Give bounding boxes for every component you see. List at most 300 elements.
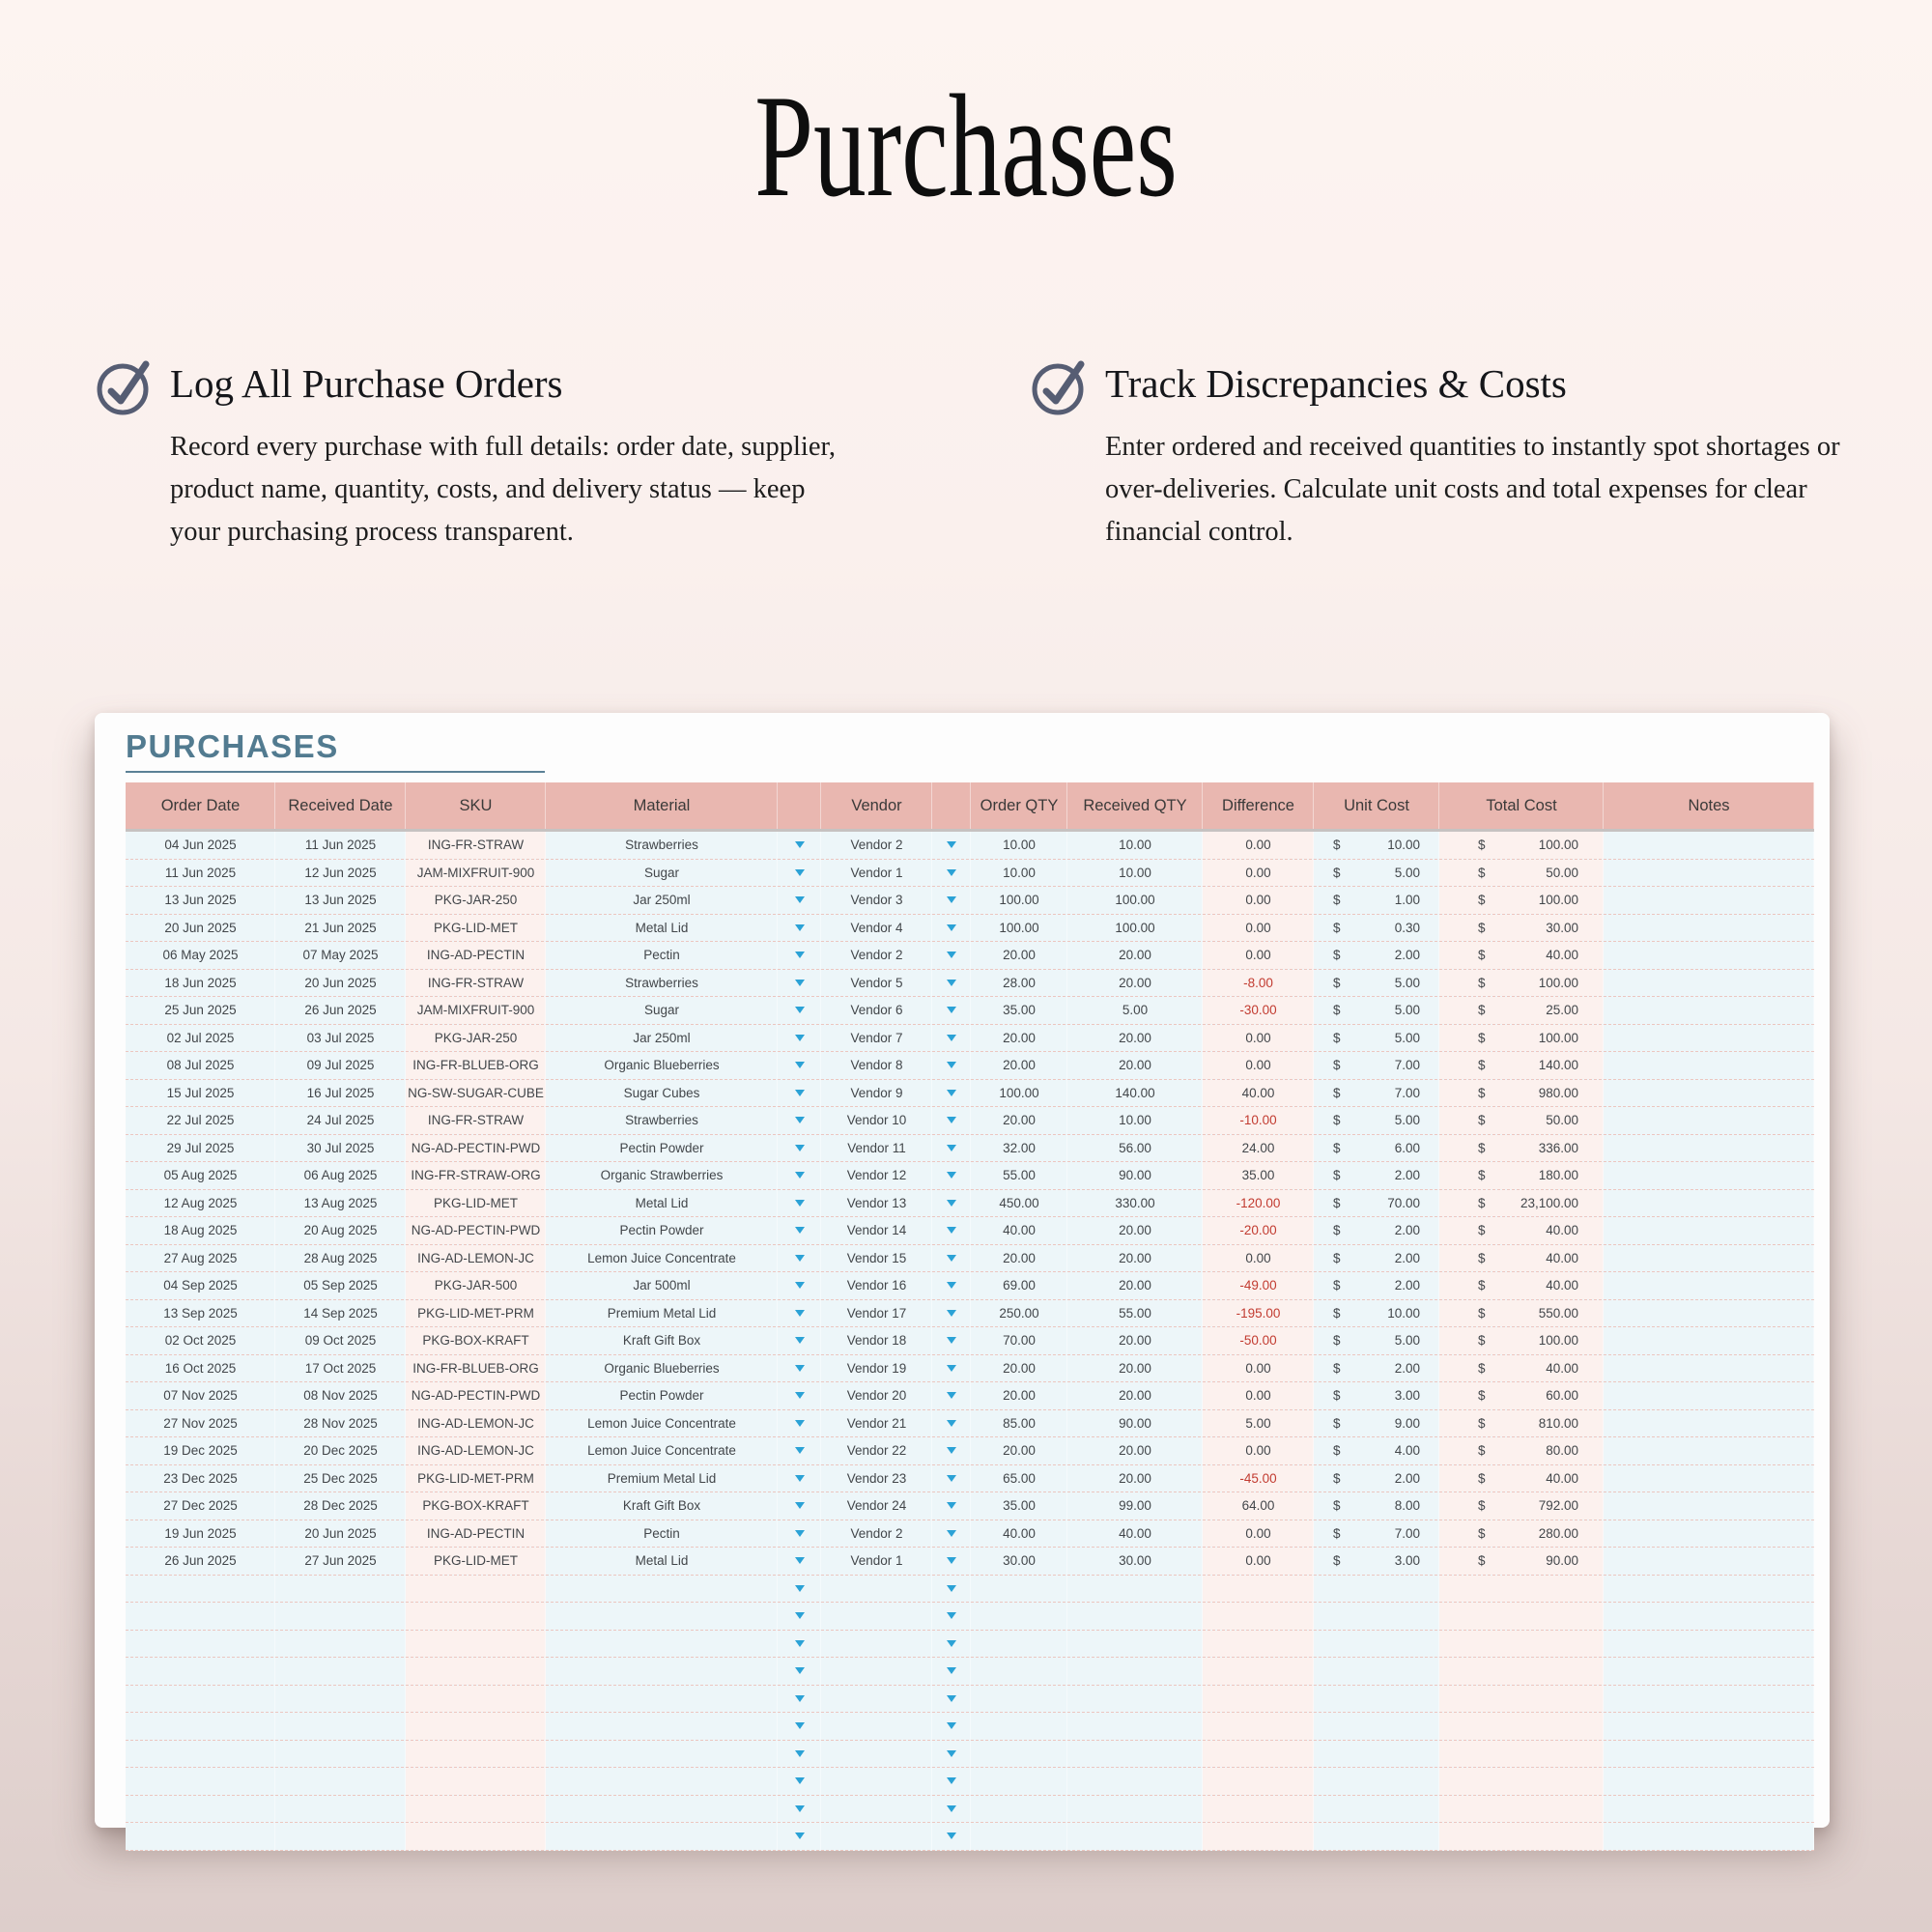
order-qty-cell[interactable]: 32.00 xyxy=(971,1135,1067,1162)
material-cell[interactable]: Metal Lid xyxy=(546,1548,778,1575)
sku-cell[interactable] xyxy=(406,1576,546,1603)
order-date-cell[interactable]: 29 Jul 2025 xyxy=(126,1135,275,1162)
unit-cost-cell[interactable] xyxy=(1314,915,1439,942)
total-cost-cell[interactable] xyxy=(1439,1300,1604,1327)
vendor-dropdown-icon[interactable] xyxy=(947,1585,956,1592)
material-dropdown-icon[interactable] xyxy=(795,1007,805,1013)
unit-cost-cell[interactable] xyxy=(1314,1741,1439,1768)
vendor-dropdown-icon[interactable] xyxy=(947,1392,956,1399)
material-cell[interactable]: Strawberries xyxy=(546,970,778,997)
order-qty-cell[interactable]: 100.00 xyxy=(971,915,1067,942)
sku-cell[interactable]: PKG-LID-MET xyxy=(406,915,546,942)
sku-cell[interactable]: ING-AD-PECTIN xyxy=(406,942,546,969)
vendor-cell[interactable] xyxy=(821,1576,932,1603)
order-date-cell[interactable]: 27 Dec 2025 xyxy=(126,1492,275,1520)
vendor-cell[interactable]: Vendor 10 xyxy=(821,1107,932,1134)
vendor-cell[interactable] xyxy=(821,1796,932,1823)
sku-cell[interactable]: ING-AD-LEMON-JC xyxy=(406,1437,546,1464)
received-date-cell[interactable] xyxy=(275,1658,406,1685)
received-date-cell[interactable]: 25 Dec 2025 xyxy=(275,1465,406,1492)
total-cost-cell[interactable] xyxy=(1439,1080,1604,1107)
difference-cell[interactable]: -50.00 xyxy=(1203,1327,1314,1354)
order-qty-cell[interactable]: 20.00 xyxy=(971,1437,1067,1464)
unit-cost-cell[interactable] xyxy=(1314,1768,1439,1795)
received-date-cell[interactable] xyxy=(275,1603,406,1630)
vendor-cell[interactable]: Vendor 8 xyxy=(821,1052,932,1079)
unit-cost-cell[interactable] xyxy=(1314,1548,1439,1575)
sku-cell[interactable]: NG-AD-PECTIN-PWD xyxy=(406,1382,546,1409)
notes-cell[interactable] xyxy=(1604,1300,1814,1327)
notes-cell[interactable] xyxy=(1604,1741,1814,1768)
order-date-cell[interactable]: 08 Jul 2025 xyxy=(126,1052,275,1079)
order-qty-cell[interactable]: 55.00 xyxy=(971,1162,1067,1189)
sku-cell[interactable]: ING-FR-STRAW-ORG xyxy=(406,1162,546,1189)
order-date-cell[interactable]: 13 Jun 2025 xyxy=(126,887,275,914)
material-cell[interactable]: Sugar xyxy=(546,860,778,887)
vendor-cell[interactable] xyxy=(821,1686,932,1713)
total-cost-cell[interactable] xyxy=(1439,1768,1604,1795)
received-qty-cell[interactable] xyxy=(1067,1686,1203,1713)
unit-cost-cell[interactable] xyxy=(1314,860,1439,887)
material-dropdown-icon[interactable] xyxy=(795,1200,805,1207)
vendor-cell[interactable] xyxy=(821,1713,932,1740)
sku-cell[interactable]: PKG-LID-MET xyxy=(406,1190,546,1217)
notes-cell[interactable] xyxy=(1604,1768,1814,1795)
difference-cell[interactable]: -30.00 xyxy=(1203,997,1314,1024)
order-date-cell[interactable]: 27 Nov 2025 xyxy=(126,1410,275,1437)
received-date-cell[interactable]: 28 Nov 2025 xyxy=(275,1410,406,1437)
order-qty-cell[interactable]: 250.00 xyxy=(971,1300,1067,1327)
material-cell[interactable]: Strawberries xyxy=(546,1107,778,1134)
notes-cell[interactable] xyxy=(1604,1437,1814,1464)
vendor-dropdown-icon[interactable] xyxy=(947,1833,956,1839)
vendor-dropdown-icon[interactable] xyxy=(947,1530,956,1537)
order-qty-cell[interactable] xyxy=(971,1658,1067,1685)
received-date-cell[interactable] xyxy=(275,1631,406,1658)
vendor-cell[interactable]: Vendor 2 xyxy=(821,942,932,969)
sku-cell[interactable] xyxy=(406,1713,546,1740)
order-qty-cell[interactable]: 20.00 xyxy=(971,1107,1067,1134)
received-date-cell[interactable]: 08 Nov 2025 xyxy=(275,1382,406,1409)
vendor-dropdown-icon[interactable] xyxy=(947,1612,956,1619)
received-qty-cell[interactable]: 20.00 xyxy=(1067,970,1203,997)
unit-cost-cell[interactable] xyxy=(1314,1520,1439,1548)
material-dropdown-icon[interactable] xyxy=(795,1612,805,1619)
vendor-cell[interactable]: Vendor 22 xyxy=(821,1437,932,1464)
unit-cost-cell[interactable] xyxy=(1314,1410,1439,1437)
order-date-cell[interactable]: 20 Jun 2025 xyxy=(126,915,275,942)
sku-cell[interactable] xyxy=(406,1768,546,1795)
material-dropdown-icon[interactable] xyxy=(795,1557,805,1564)
received-qty-cell[interactable] xyxy=(1067,1631,1203,1658)
order-qty-cell[interactable]: 100.00 xyxy=(971,887,1067,914)
difference-cell[interactable] xyxy=(1203,1631,1314,1658)
vendor-cell[interactable]: Vendor 9 xyxy=(821,1080,932,1107)
total-cost-cell[interactable] xyxy=(1439,1382,1604,1409)
unit-cost-cell[interactable] xyxy=(1314,1465,1439,1492)
sku-cell[interactable]: ING-AD-LEMON-JC xyxy=(406,1245,546,1272)
total-cost-cell[interactable] xyxy=(1439,997,1604,1024)
received-qty-cell[interactable]: 330.00 xyxy=(1067,1190,1203,1217)
total-cost-cell[interactable] xyxy=(1439,1355,1604,1382)
vendor-dropdown-icon[interactable] xyxy=(947,1420,956,1427)
difference-cell[interactable]: 0.00 xyxy=(1203,1520,1314,1548)
vendor-cell[interactable]: Vendor 3 xyxy=(821,887,932,914)
sku-cell[interactable]: PKG-BOX-KRAFT xyxy=(406,1492,546,1520)
vendor-cell[interactable] xyxy=(821,1768,932,1795)
received-qty-cell[interactable]: 30.00 xyxy=(1067,1548,1203,1575)
received-date-cell[interactable]: 07 May 2025 xyxy=(275,942,406,969)
total-cost-cell[interactable] xyxy=(1439,1272,1604,1299)
vendor-dropdown-icon[interactable] xyxy=(947,841,956,848)
difference-cell[interactable]: 0.00 xyxy=(1203,1382,1314,1409)
material-dropdown-icon[interactable] xyxy=(795,1282,805,1289)
received-date-cell[interactable] xyxy=(275,1823,406,1850)
material-cell[interactable] xyxy=(546,1741,778,1768)
sku-cell[interactable]: NG-AD-PECTIN-PWD xyxy=(406,1217,546,1244)
order-qty-cell[interactable]: 40.00 xyxy=(971,1217,1067,1244)
received-date-cell[interactable] xyxy=(275,1713,406,1740)
order-date-cell[interactable]: 15 Jul 2025 xyxy=(126,1080,275,1107)
order-qty-cell[interactable]: 450.00 xyxy=(971,1190,1067,1217)
received-qty-cell[interactable]: 20.00 xyxy=(1067,1437,1203,1464)
order-date-cell[interactable]: 23 Dec 2025 xyxy=(126,1465,275,1492)
difference-cell[interactable]: -120.00 xyxy=(1203,1190,1314,1217)
order-date-cell[interactable] xyxy=(126,1823,275,1850)
unit-cost-cell[interactable] xyxy=(1314,832,1439,859)
notes-cell[interactable] xyxy=(1604,1796,1814,1823)
material-cell[interactable]: Pectin Powder xyxy=(546,1135,778,1162)
material-cell[interactable]: Premium Metal Lid xyxy=(546,1465,778,1492)
unit-cost-cell[interactable] xyxy=(1314,1025,1439,1052)
sku-cell[interactable]: ING-FR-STRAW xyxy=(406,970,546,997)
received-qty-cell[interactable] xyxy=(1067,1768,1203,1795)
unit-cost-cell[interactable] xyxy=(1314,1823,1439,1850)
notes-cell[interactable] xyxy=(1604,942,1814,969)
received-date-cell[interactable]: 12 Jun 2025 xyxy=(275,860,406,887)
notes-cell[interactable] xyxy=(1604,1576,1814,1603)
vendor-dropdown-icon[interactable] xyxy=(947,1117,956,1123)
total-cost-cell[interactable] xyxy=(1439,832,1604,859)
material-cell[interactable]: Organic Blueberries xyxy=(546,1355,778,1382)
unit-cost-cell[interactable] xyxy=(1314,1492,1439,1520)
total-cost-cell[interactable] xyxy=(1439,1520,1604,1548)
unit-cost-cell[interactable] xyxy=(1314,1713,1439,1740)
received-date-cell[interactable]: 09 Oct 2025 xyxy=(275,1327,406,1354)
order-date-cell[interactable]: 18 Jun 2025 xyxy=(126,970,275,997)
unit-cost-cell[interactable] xyxy=(1314,887,1439,914)
vendor-cell[interactable]: Vendor 15 xyxy=(821,1245,932,1272)
received-date-cell[interactable]: 09 Jul 2025 xyxy=(275,1052,406,1079)
vendor-cell[interactable]: Vendor 13 xyxy=(821,1190,932,1217)
notes-cell[interactable] xyxy=(1604,1520,1814,1548)
order-date-cell[interactable]: 22 Jul 2025 xyxy=(126,1107,275,1134)
notes-cell[interactable] xyxy=(1604,1355,1814,1382)
material-dropdown-icon[interactable] xyxy=(795,980,805,986)
order-date-cell[interactable]: 05 Aug 2025 xyxy=(126,1162,275,1189)
received-date-cell[interactable]: 11 Jun 2025 xyxy=(275,832,406,859)
vendor-dropdown-icon[interactable] xyxy=(947,1227,956,1234)
sku-cell[interactable]: JAM-MIXFRUIT-900 xyxy=(406,997,546,1024)
order-qty-cell[interactable] xyxy=(971,1686,1067,1713)
difference-cell[interactable]: 0.00 xyxy=(1203,1437,1314,1464)
received-date-cell[interactable]: 06 Aug 2025 xyxy=(275,1162,406,1189)
vendor-cell[interactable] xyxy=(821,1631,932,1658)
received-qty-cell[interactable]: 20.00 xyxy=(1067,1327,1203,1354)
order-qty-cell[interactable]: 30.00 xyxy=(971,1548,1067,1575)
vendor-cell[interactable]: Vendor 17 xyxy=(821,1300,932,1327)
notes-cell[interactable] xyxy=(1604,1080,1814,1107)
received-date-cell[interactable]: 13 Jun 2025 xyxy=(275,887,406,914)
received-qty-cell[interactable]: 10.00 xyxy=(1067,1107,1203,1134)
unit-cost-cell[interactable] xyxy=(1314,1382,1439,1409)
order-date-cell[interactable]: 27 Aug 2025 xyxy=(126,1245,275,1272)
order-qty-cell[interactable] xyxy=(971,1603,1067,1630)
total-cost-cell[interactable] xyxy=(1439,860,1604,887)
material-cell[interactable]: Kraft Gift Box xyxy=(546,1327,778,1354)
material-dropdown-icon[interactable] xyxy=(795,1117,805,1123)
received-qty-cell[interactable]: 20.00 xyxy=(1067,1245,1203,1272)
sku-cell[interactable]: ING-FR-STRAW xyxy=(406,1107,546,1134)
unit-cost-cell[interactable] xyxy=(1314,1162,1439,1189)
notes-cell[interactable] xyxy=(1604,997,1814,1024)
difference-cell[interactable] xyxy=(1203,1768,1314,1795)
material-dropdown-icon[interactable] xyxy=(795,1420,805,1427)
material-dropdown-icon[interactable] xyxy=(795,1530,805,1537)
sku-cell[interactable] xyxy=(406,1686,546,1713)
vendor-cell[interactable]: Vendor 16 xyxy=(821,1272,932,1299)
material-cell[interactable]: Sugar xyxy=(546,997,778,1024)
difference-cell[interactable]: 0.00 xyxy=(1203,832,1314,859)
sku-cell[interactable]: JAM-MIXFRUIT-900 xyxy=(406,860,546,887)
material-cell[interactable] xyxy=(546,1768,778,1795)
notes-cell[interactable] xyxy=(1604,1631,1814,1658)
vendor-cell[interactable] xyxy=(821,1741,932,1768)
material-dropdown-icon[interactable] xyxy=(795,1640,805,1647)
vendor-dropdown-icon[interactable] xyxy=(947,1640,956,1647)
material-cell[interactable]: Pectin Powder xyxy=(546,1217,778,1244)
order-date-cell[interactable] xyxy=(126,1603,275,1630)
unit-cost-cell[interactable] xyxy=(1314,1796,1439,1823)
order-qty-cell[interactable] xyxy=(971,1713,1067,1740)
vendor-dropdown-icon[interactable] xyxy=(947,952,956,958)
vendor-cell[interactable]: Vendor 12 xyxy=(821,1162,932,1189)
material-dropdown-icon[interactable] xyxy=(795,1255,805,1262)
received-date-cell[interactable]: 16 Jul 2025 xyxy=(275,1080,406,1107)
vendor-dropdown-icon[interactable] xyxy=(947,1447,956,1454)
order-qty-cell[interactable]: 28.00 xyxy=(971,970,1067,997)
unit-cost-cell[interactable] xyxy=(1314,1217,1439,1244)
order-qty-cell[interactable]: 20.00 xyxy=(971,1355,1067,1382)
vendor-dropdown-icon[interactable] xyxy=(947,1282,956,1289)
vendor-dropdown-icon[interactable] xyxy=(947,1310,956,1317)
total-cost-cell[interactable] xyxy=(1439,1162,1604,1189)
received-qty-cell[interactable]: 90.00 xyxy=(1067,1410,1203,1437)
received-date-cell[interactable]: 30 Jul 2025 xyxy=(275,1135,406,1162)
order-date-cell[interactable]: 11 Jun 2025 xyxy=(126,860,275,887)
received-date-cell[interactable] xyxy=(275,1768,406,1795)
material-cell[interactable]: Pectin xyxy=(546,942,778,969)
material-cell[interactable] xyxy=(546,1823,778,1850)
received-date-cell[interactable]: 20 Jun 2025 xyxy=(275,970,406,997)
vendor-cell[interactable]: Vendor 1 xyxy=(821,860,932,887)
vendor-cell[interactable]: Vendor 6 xyxy=(821,997,932,1024)
material-cell[interactable]: Sugar Cubes xyxy=(546,1080,778,1107)
material-cell[interactable]: Premium Metal Lid xyxy=(546,1300,778,1327)
difference-cell[interactable]: -45.00 xyxy=(1203,1465,1314,1492)
order-date-cell[interactable]: 19 Jun 2025 xyxy=(126,1520,275,1548)
difference-cell[interactable] xyxy=(1203,1658,1314,1685)
sku-cell[interactable] xyxy=(406,1741,546,1768)
received-qty-cell[interactable]: 90.00 xyxy=(1067,1162,1203,1189)
vendor-dropdown-icon[interactable] xyxy=(947,896,956,903)
order-date-cell[interactable] xyxy=(126,1741,275,1768)
material-dropdown-icon[interactable] xyxy=(795,869,805,876)
order-date-cell[interactable]: 16 Oct 2025 xyxy=(126,1355,275,1382)
unit-cost-cell[interactable] xyxy=(1314,1135,1439,1162)
material-dropdown-icon[interactable] xyxy=(795,1695,805,1702)
material-dropdown-icon[interactable] xyxy=(795,841,805,848)
received-qty-cell[interactable]: 20.00 xyxy=(1067,942,1203,969)
received-qty-cell[interactable]: 99.00 xyxy=(1067,1492,1203,1520)
vendor-cell[interactable]: Vendor 4 xyxy=(821,915,932,942)
order-date-cell[interactable]: 26 Jun 2025 xyxy=(126,1548,275,1575)
sku-cell[interactable] xyxy=(406,1796,546,1823)
total-cost-cell[interactable] xyxy=(1439,1327,1604,1354)
order-qty-cell[interactable]: 35.00 xyxy=(971,1492,1067,1520)
total-cost-cell[interactable] xyxy=(1439,1025,1604,1052)
total-cost-cell[interactable] xyxy=(1439,1548,1604,1575)
material-dropdown-icon[interactable] xyxy=(795,1062,805,1068)
vendor-dropdown-icon[interactable] xyxy=(947,924,956,931)
sku-cell[interactable]: ING-FR-BLUEB-ORG xyxy=(406,1052,546,1079)
notes-cell[interactable] xyxy=(1604,1327,1814,1354)
vendor-cell[interactable]: Vendor 18 xyxy=(821,1327,932,1354)
difference-cell[interactable] xyxy=(1203,1713,1314,1740)
difference-cell[interactable]: 0.00 xyxy=(1203,860,1314,887)
total-cost-cell[interactable] xyxy=(1439,1190,1604,1217)
difference-cell[interactable]: -10.00 xyxy=(1203,1107,1314,1134)
unit-cost-cell[interactable] xyxy=(1314,970,1439,997)
unit-cost-cell[interactable] xyxy=(1314,1245,1439,1272)
total-cost-cell[interactable] xyxy=(1439,1217,1604,1244)
notes-cell[interactable] xyxy=(1604,1713,1814,1740)
notes-cell[interactable] xyxy=(1604,1217,1814,1244)
material-dropdown-icon[interactable] xyxy=(795,1750,805,1757)
unit-cost-cell[interactable] xyxy=(1314,997,1439,1024)
vendor-dropdown-icon[interactable] xyxy=(947,1475,956,1482)
total-cost-cell[interactable] xyxy=(1439,1437,1604,1464)
unit-cost-cell[interactable] xyxy=(1314,1107,1439,1134)
vendor-cell[interactable]: Vendor 20 xyxy=(821,1382,932,1409)
vendor-dropdown-icon[interactable] xyxy=(947,869,956,876)
sku-cell[interactable]: PKG-LID-MET-PRM xyxy=(406,1300,546,1327)
order-qty-cell[interactable]: 40.00 xyxy=(971,1520,1067,1548)
notes-cell[interactable] xyxy=(1604,1272,1814,1299)
vendor-dropdown-icon[interactable] xyxy=(947,1667,956,1674)
difference-cell[interactable]: -20.00 xyxy=(1203,1217,1314,1244)
difference-cell[interactable]: -195.00 xyxy=(1203,1300,1314,1327)
material-dropdown-icon[interactable] xyxy=(795,1833,805,1839)
total-cost-cell[interactable] xyxy=(1439,1631,1604,1658)
material-dropdown-icon[interactable] xyxy=(795,1667,805,1674)
vendor-dropdown-icon[interactable] xyxy=(947,1145,956,1151)
vendor-cell[interactable] xyxy=(821,1603,932,1630)
vendor-dropdown-icon[interactable] xyxy=(947,1062,956,1068)
notes-cell[interactable] xyxy=(1604,1658,1814,1685)
notes-cell[interactable] xyxy=(1604,1107,1814,1134)
order-qty-cell[interactable]: 20.00 xyxy=(971,1382,1067,1409)
received-qty-cell[interactable]: 20.00 xyxy=(1067,1465,1203,1492)
vendor-dropdown-icon[interactable] xyxy=(947,1805,956,1812)
order-date-cell[interactable] xyxy=(126,1713,275,1740)
order-qty-cell[interactable] xyxy=(971,1741,1067,1768)
difference-cell[interactable]: 0.00 xyxy=(1203,1052,1314,1079)
total-cost-cell[interactable] xyxy=(1439,1603,1604,1630)
received-date-cell[interactable]: 28 Dec 2025 xyxy=(275,1492,406,1520)
order-qty-cell[interactable]: 20.00 xyxy=(971,1025,1067,1052)
difference-cell[interactable] xyxy=(1203,1576,1314,1603)
vendor-dropdown-icon[interactable] xyxy=(947,1035,956,1041)
material-dropdown-icon[interactable] xyxy=(795,924,805,931)
vendor-cell[interactable]: Vendor 23 xyxy=(821,1465,932,1492)
material-cell[interactable]: Lemon Juice Concentrate xyxy=(546,1437,778,1464)
received-qty-cell[interactable] xyxy=(1067,1576,1203,1603)
total-cost-cell[interactable] xyxy=(1439,1686,1604,1713)
vendor-cell[interactable]: Vendor 19 xyxy=(821,1355,932,1382)
received-date-cell[interactable]: 03 Jul 2025 xyxy=(275,1025,406,1052)
order-qty-cell[interactable]: 20.00 xyxy=(971,1052,1067,1079)
material-dropdown-icon[interactable] xyxy=(795,952,805,958)
material-cell[interactable]: Pectin Powder xyxy=(546,1382,778,1409)
material-dropdown-icon[interactable] xyxy=(795,1145,805,1151)
order-qty-cell[interactable]: 20.00 xyxy=(971,1245,1067,1272)
vendor-cell[interactable]: Vendor 11 xyxy=(821,1135,932,1162)
difference-cell[interactable] xyxy=(1203,1741,1314,1768)
vendor-dropdown-icon[interactable] xyxy=(947,1365,956,1372)
order-date-cell[interactable]: 04 Jun 2025 xyxy=(126,832,275,859)
vendor-cell[interactable]: Vendor 14 xyxy=(821,1217,932,1244)
material-cell[interactable] xyxy=(546,1713,778,1740)
material-dropdown-icon[interactable] xyxy=(795,1502,805,1509)
difference-cell[interactable]: 0.00 xyxy=(1203,1245,1314,1272)
vendor-dropdown-icon[interactable] xyxy=(947,1200,956,1207)
sku-cell[interactable]: NG-AD-PECTIN-PWD xyxy=(406,1135,546,1162)
material-cell[interactable]: Organic Blueberries xyxy=(546,1052,778,1079)
notes-cell[interactable] xyxy=(1604,1052,1814,1079)
sku-cell[interactable]: PKG-LID-MET-PRM xyxy=(406,1465,546,1492)
notes-cell[interactable] xyxy=(1604,1190,1814,1217)
notes-cell[interactable] xyxy=(1604,1245,1814,1272)
order-qty-cell[interactable]: 10.00 xyxy=(971,860,1067,887)
material-dropdown-icon[interactable] xyxy=(795,1805,805,1812)
order-date-cell[interactable] xyxy=(126,1686,275,1713)
material-dropdown-icon[interactable] xyxy=(795,1722,805,1729)
unit-cost-cell[interactable] xyxy=(1314,1190,1439,1217)
vendor-dropdown-icon[interactable] xyxy=(947,1722,956,1729)
received-qty-cell[interactable] xyxy=(1067,1603,1203,1630)
difference-cell[interactable]: 5.00 xyxy=(1203,1410,1314,1437)
order-qty-cell[interactable]: 70.00 xyxy=(971,1327,1067,1354)
received-qty-cell[interactable] xyxy=(1067,1796,1203,1823)
order-qty-cell[interactable]: 10.00 xyxy=(971,832,1067,859)
vendor-cell[interactable] xyxy=(821,1823,932,1850)
order-date-cell[interactable]: 06 May 2025 xyxy=(126,942,275,969)
vendor-cell[interactable]: Vendor 2 xyxy=(821,832,932,859)
received-qty-cell[interactable]: 20.00 xyxy=(1067,1355,1203,1382)
material-dropdown-icon[interactable] xyxy=(795,1365,805,1372)
difference-cell[interactable]: 0.00 xyxy=(1203,1548,1314,1575)
